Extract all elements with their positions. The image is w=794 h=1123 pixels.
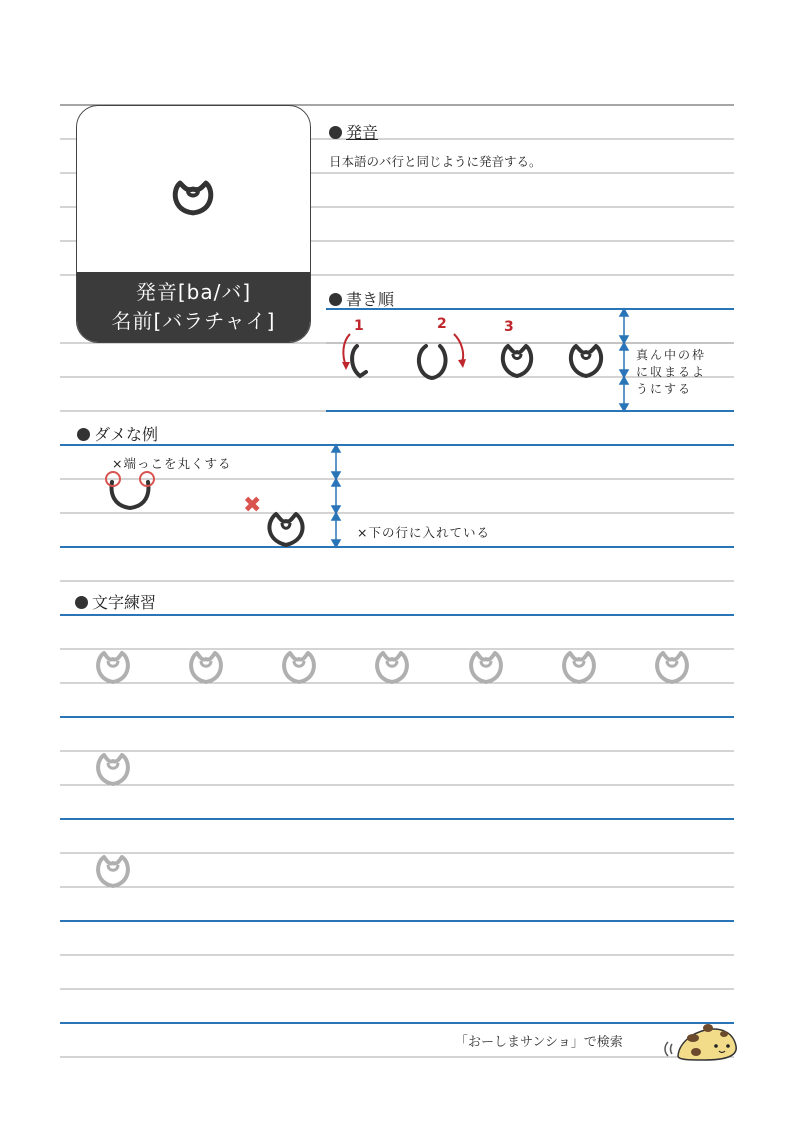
wrong-mark-icon: ✖ — [243, 493, 262, 518]
stroke-order-heading: 書き順 — [329, 287, 394, 310]
pronunciation-description: 日本語のバ行と同じように発音する。 — [329, 154, 542, 169]
bad-example-2-caption: ×下の行に入れている — [357, 525, 490, 540]
pronunciation-label: 発音[ba/バ] — [135, 280, 252, 304]
pronunciation-heading: 発音 — [329, 120, 378, 143]
stroke-step-1: 1 — [354, 318, 364, 334]
bad-example-1-caption: ×端っこを丸くする — [112, 456, 232, 471]
stroke-step-2: 2 — [437, 316, 447, 332]
footer-search-text: 「おーしまサンショ」で検索 — [455, 1035, 623, 1050]
bad-examples-heading: ダメな例 — [77, 422, 158, 445]
stroke-order-note: 真ん中の枠に収まるようにする — [636, 348, 707, 396]
name-label: 名前[バラチャイ] — [111, 309, 276, 333]
practice-heading: 文字練習 — [75, 590, 156, 613]
stroke-step-3: 3 — [504, 319, 514, 335]
